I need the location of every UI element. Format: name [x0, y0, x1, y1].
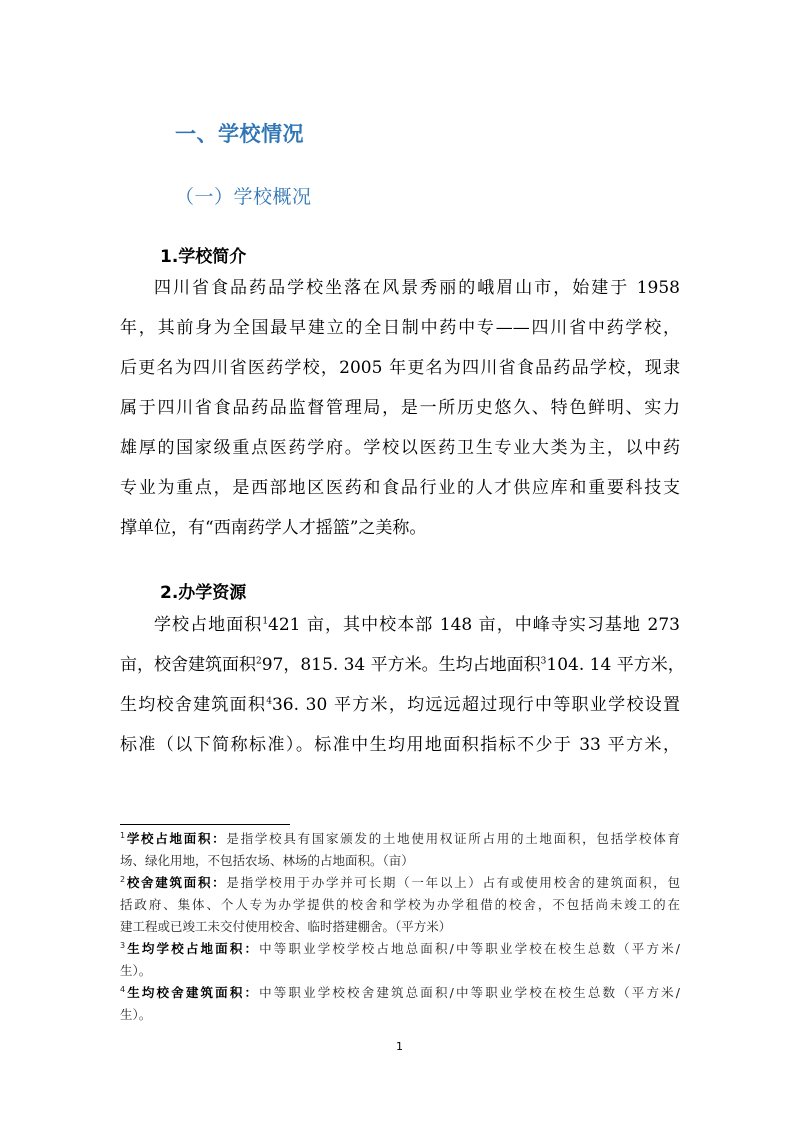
footnote-ref[interactable]: 2	[256, 656, 262, 667]
text-run: 97，815. 34 平方米。生均占地面积	[261, 655, 541, 675]
footnote-number: 2	[120, 874, 126, 884]
paragraph-line: 专业为重点，是西部地区医药和食品行业的人才供应库和重要科技支	[120, 478, 680, 498]
paragraph-line: 年，其前身为全国最早建立的全日制中药中专——四川省中药学校，	[120, 318, 680, 338]
footnote-term: 学校占地面积：	[125, 831, 227, 846]
footnote-number: 1	[120, 830, 126, 840]
footnote-1	[120, 828, 680, 850]
footnotes	[120, 828, 680, 1026]
paragraph-line: 属于四川省食品药品监督管理局，是一所历史悠久、特色鲜明、实力	[120, 398, 680, 418]
text-run: 421 亩，其中校本部 148 亩，中峰寺实习基地 273	[268, 615, 681, 635]
text-run: 生均校舍建筑面积	[120, 695, 267, 715]
section2-title: 2.办学资源	[160, 583, 247, 603]
footnote-text: 场、绿化用地，不包括农场、林场的占地面积。（亩）	[120, 853, 414, 868]
paragraph-line	[120, 605, 680, 645]
page-number: 1	[396, 1040, 403, 1053]
footnote-term: 生均学校占地面积：	[125, 941, 260, 956]
text-run: 亩，校舍建筑面积	[120, 655, 256, 675]
paragraph-line	[120, 685, 680, 725]
footnote-4	[120, 982, 680, 1004]
footnote-text: 中等职业学校学校占地总面积/中等职业学校在校生总数（平方米/	[259, 941, 680, 956]
text-run: 36. 30 平方米，均远远超过现行中等职业学校设置	[271, 695, 681, 715]
footnote-text: 是指学校具有国家颁发的土地使用权证所占用的土地面积，包括学校体育	[226, 831, 680, 846]
footnote-3	[120, 938, 680, 960]
subsection-heading: （一）学校概况	[175, 186, 312, 208]
footnote-ref[interactable]: 3	[540, 656, 547, 667]
footnote-text: 括政府、集体、个人专为办学提供的校舍和学校为办学租借的校舍，不包括尚未竣工的在	[120, 897, 680, 912]
text-run: 104. 14 平方米，	[546, 655, 685, 675]
footnote-separator	[120, 824, 290, 825]
school-intro-paragraph	[120, 268, 680, 548]
paragraph-line: 四川省食品药品学校坐落在风景秀丽的峨眉山市，始建于 1958	[154, 278, 680, 298]
footnote-ref[interactable]: 4	[266, 696, 272, 707]
section-heading: 一、学校情况	[175, 122, 304, 146]
resources-paragraph	[120, 605, 685, 765]
section1-title: 1.学校简介	[160, 247, 247, 267]
footnote-text: 生）。	[120, 963, 152, 978]
text-run: 学校占地面积	[154, 615, 263, 635]
footnote-term: 生均校舍建筑面积：	[125, 985, 260, 1000]
paragraph-line	[120, 645, 685, 685]
paragraph-line: 后更名为四川省医药学校，2005 年更名为四川省食品药品学校，现隶	[120, 358, 680, 378]
paragraph-line: 雄厚的国家级重点医药学府。学校以医药卫生专业大类为主，以中药	[120, 438, 680, 458]
paragraph-line: 撑单位，有“西南药学人才摇篮”之美称。	[120, 518, 427, 538]
footnote-2	[120, 872, 680, 894]
paragraph-line: 标准（以下简称标准）。标准中生均用地面积指标不少于 33 平方米，	[120, 735, 680, 755]
footnote-text: 生）。	[120, 1007, 152, 1022]
footnote-text: 中等职业学校校舍建筑总面积/中等职业学校在校生总数（平方米/	[259, 985, 680, 1000]
footnote-term: 校舍建筑面积：	[125, 875, 227, 890]
footnote-text: 是指学校用于办学并可长期（一年以上）占有或使用校舍的建筑面积，包	[226, 875, 680, 890]
footnote-number: 3	[120, 940, 126, 950]
footnote-ref[interactable]: 1	[262, 616, 269, 627]
footnote-number: 4	[120, 984, 126, 994]
footnote-text: 建工程或已竣工未交付使用校舍、临时搭建棚舍。（平方米）	[120, 919, 452, 934]
